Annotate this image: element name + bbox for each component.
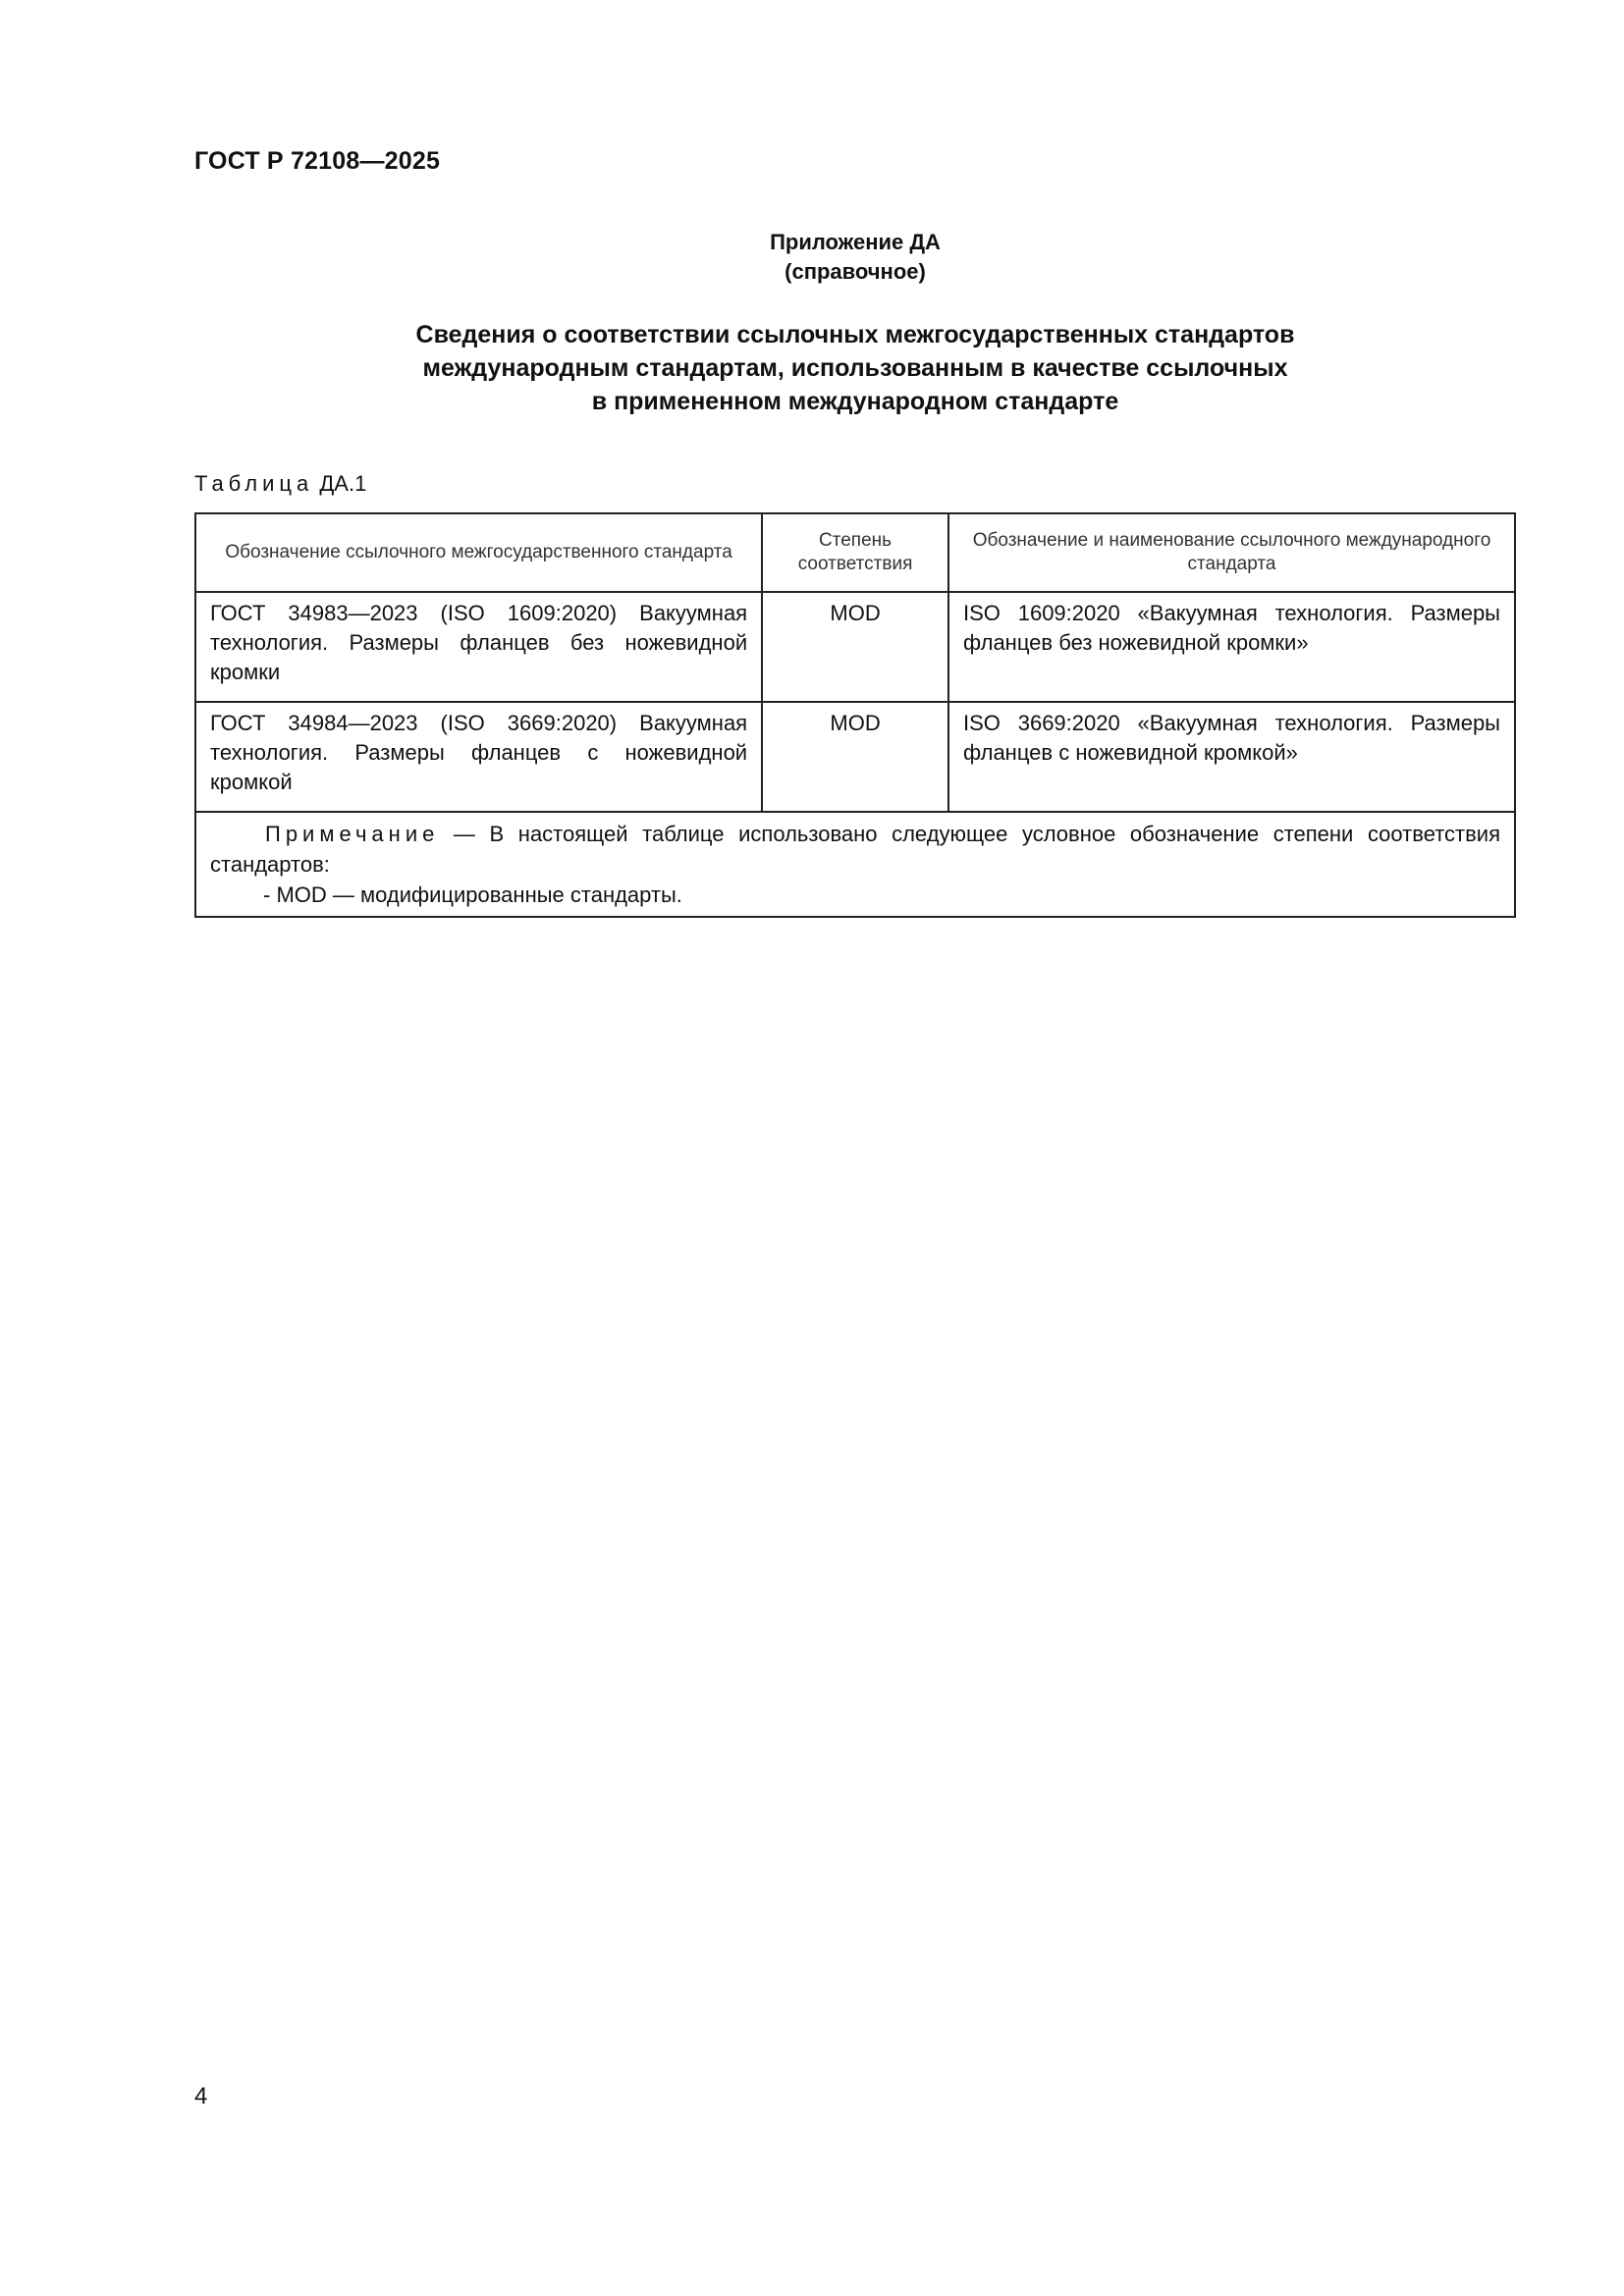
note-body: — В настоящей таблице использовано следующее условное обозначение степени соответствия стандартов: bbox=[210, 822, 1500, 877]
header-conformity-degree: Степень соответствия bbox=[762, 513, 948, 592]
header-international-standard: Обозначение и наименование ссылочного международного стандарта bbox=[948, 513, 1515, 592]
section-title-line: Сведения о соответствии ссылочных межгосударственных стандартов bbox=[415, 321, 1295, 348]
cell-international-standard: ISO 1609:2020 «Вакуумная технология. Размеры фланцев без ножевидной кромки» bbox=[948, 592, 1515, 702]
table-caption-number: ДА.1 bbox=[319, 471, 367, 496]
appendix-heading bbox=[194, 228, 1516, 287]
section-title-line: в примененном международном стандарте bbox=[591, 388, 1119, 415]
appendix-title: Приложение ДА bbox=[770, 230, 941, 254]
table-row bbox=[195, 592, 1515, 702]
page-number: 4 bbox=[194, 2083, 208, 2109]
table-row bbox=[195, 702, 1515, 812]
note-list-item: - MOD — модифицированные стандарты. bbox=[263, 882, 682, 907]
table-note-row bbox=[195, 812, 1515, 917]
section-title-line: международным стандартам, использованным в качестве ссылочных bbox=[422, 354, 1288, 382]
table-note bbox=[195, 812, 1515, 917]
cell-interstate-standard: ГОСТ 34984—2023 (ISO 3669:2020) Вакуумная технология. Размеры фланцев с ножевидной кромкой bbox=[195, 702, 762, 812]
table-header-row bbox=[195, 513, 1515, 592]
conformity-table bbox=[194, 512, 1516, 918]
note-text bbox=[210, 819, 1500, 880]
note-label: Примечание bbox=[265, 822, 440, 846]
table-caption bbox=[194, 471, 366, 497]
cell-interstate-standard: ГОСТ 34983—2023 (ISO 1609:2020) Вакуумная технология. Размеры фланцев без ножевидной кромки bbox=[195, 592, 762, 702]
cell-conformity-degree: MOD bbox=[762, 592, 948, 702]
section-title bbox=[194, 318, 1516, 418]
cell-conformity-degree: MOD bbox=[762, 702, 948, 812]
document-header: ГОСТ Р 72108—2025 bbox=[194, 147, 441, 175]
appendix-kind: (справочное) bbox=[785, 259, 926, 284]
table-caption-label: Таблица bbox=[194, 471, 314, 496]
header-interstate-standard: Обозначение ссылочного межгосударственного стандарта bbox=[195, 513, 762, 592]
cell-international-standard: ISO 3669:2020 «Вакуумная технология. Размеры фланцев с ножевидной кромкой» bbox=[948, 702, 1515, 812]
